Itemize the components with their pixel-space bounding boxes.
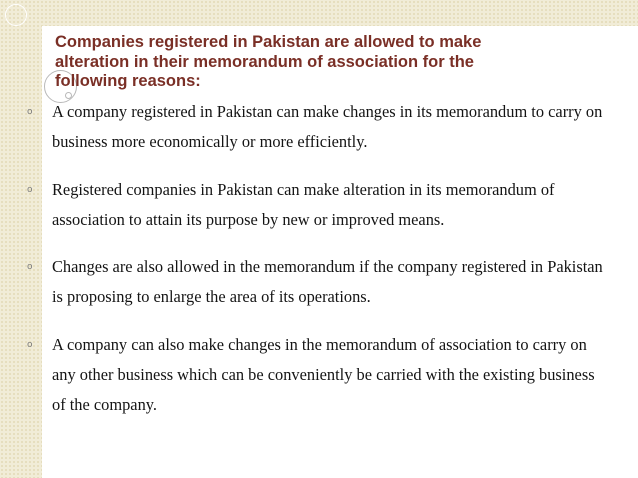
bullet-marker-icon: o bbox=[27, 107, 33, 117]
top-decorative-band bbox=[0, 0, 638, 26]
bullet-marker-icon: o bbox=[27, 340, 33, 350]
bullet-text: Registered companies in Pakistan can make alteration in its memorandum of association to attain its purpose by new or improved means. bbox=[52, 180, 555, 229]
bullet-marker-icon: o bbox=[27, 185, 33, 195]
left-decorative-band bbox=[0, 0, 42, 478]
bullet-text: A company can also make changes in the memorandum of association to carry on any other business which can be conveniently be carried with the existing business of the company. bbox=[52, 335, 595, 414]
bullet-text: A company registered in Pakistan can make changes in its memorandum to carry on business more economically or more efficiently. bbox=[52, 102, 603, 151]
slide-title: Companies registered in Pakistan are allowed to make alteration in their memorandum of association for the following reasons: bbox=[55, 33, 482, 90]
decorative-circle-icon bbox=[5, 4, 27, 26]
bullet-marker-icon: o bbox=[27, 262, 33, 272]
bullet-text: Changes are also allowed in the memorandum if the company registered in Pakistan is proposing to enlarge the area of its operations. bbox=[52, 257, 603, 306]
